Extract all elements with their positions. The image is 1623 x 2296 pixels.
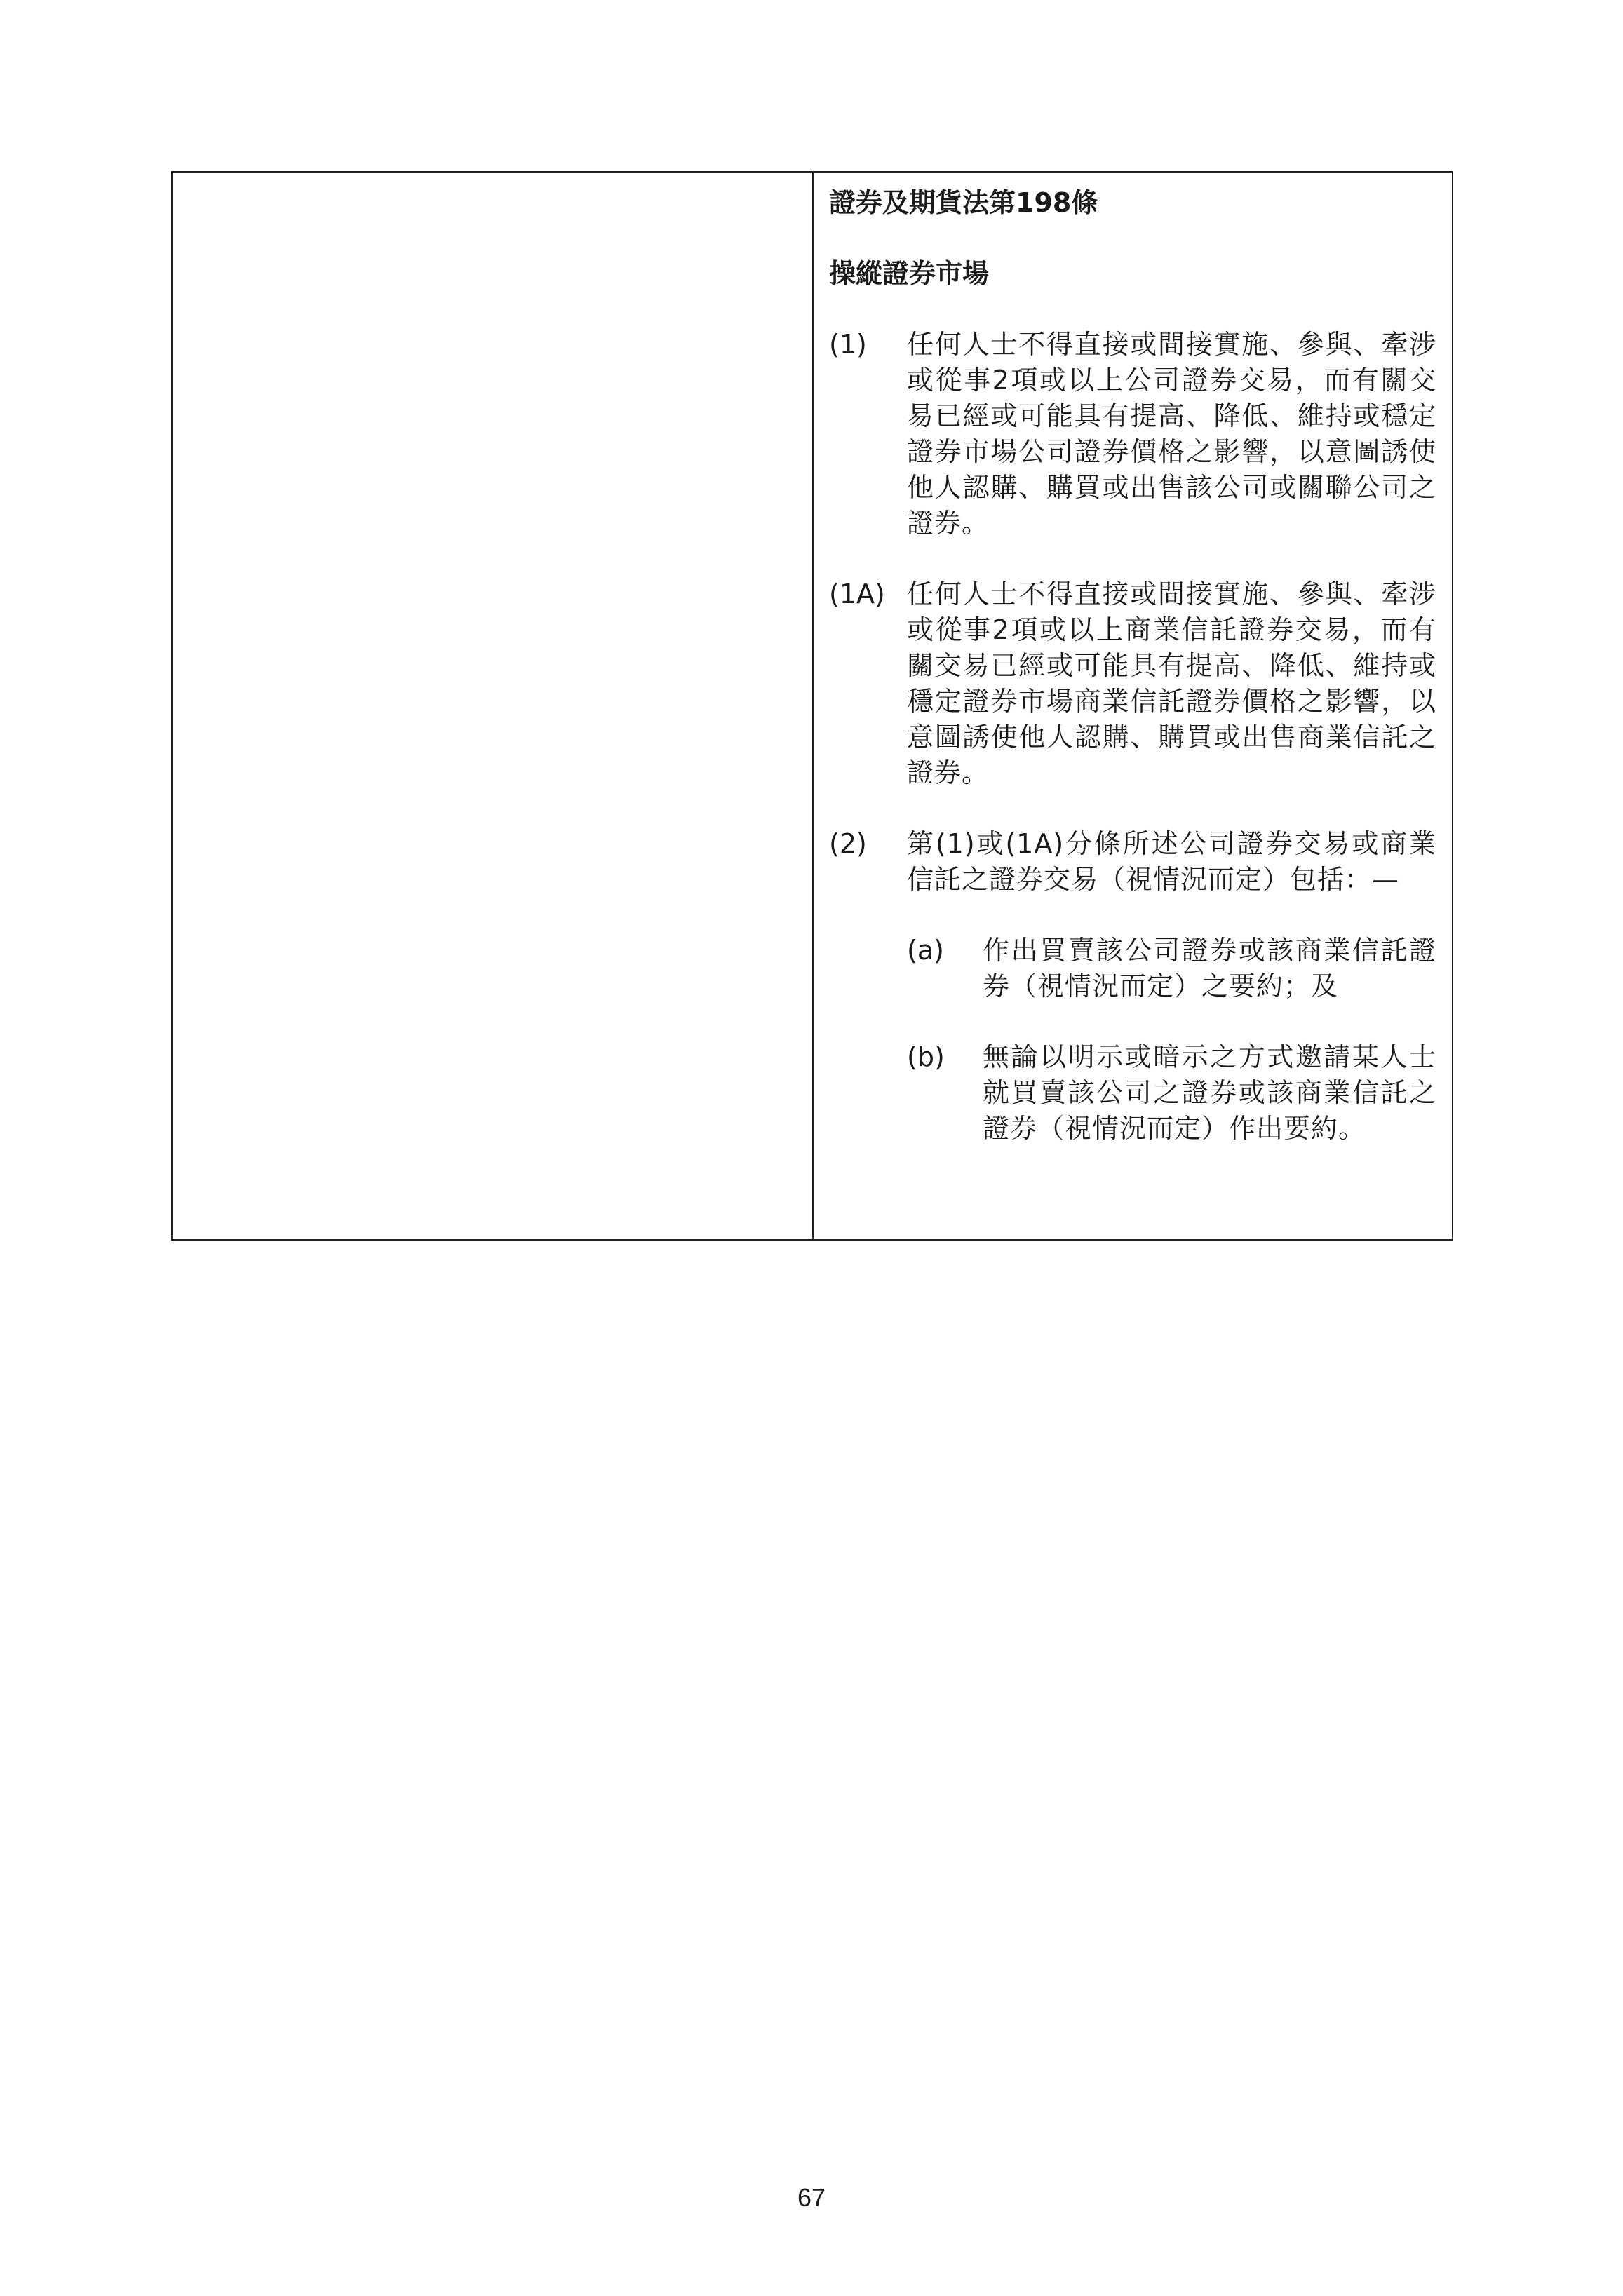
section-subtitle: 操縱證券市場	[829, 258, 990, 289]
clause-1a	[829, 576, 1436, 791]
table-right-column	[814, 173, 1452, 1239]
clause-text: 任何人士不得直接或間接實施、參與、牽涉或從事2項或以上商業信託證券交易，而有關交易已經或可能具有提高、降低、維持或穩定證券市場商業信託證券價格之影響，以意圖誘使他人認購、購買或出售商業信託之證券。	[907, 579, 1436, 788]
clause-2	[829, 826, 1436, 898]
subclause-number: (b)	[907, 1041, 945, 1072]
clause-text: 第(1)或(1A)分條所述公司證券交易或商業信託之證券交易（視情況而定）包括：—	[907, 828, 1436, 895]
subclause-number: (a)	[907, 935, 944, 966]
clause-text: 任何人士不得直接或間接實施、參與、牽涉或從事2項或以上公司證券交易，而有關交易已經或可能具有提高、降低、維持或穩定證券市場公司證券價格之影響，以意圖誘使他人認購、購買或出售該公司或關聯公司之證券。	[907, 329, 1436, 539]
clause-number: (1)	[829, 329, 867, 360]
clause-number: (2)	[829, 828, 867, 859]
page-number: 67	[797, 2183, 826, 2212]
subclause-a	[907, 933, 1436, 1004]
table-left-column	[173, 173, 814, 1239]
subclause-text: 無論以明示或暗示之方式邀請某人士就買賣該公司之證券或該商業信託之證券（視情況而定）作出要約。	[983, 1041, 1436, 1144]
legal-comparison-table	[171, 171, 1453, 1241]
subclause-b	[907, 1039, 1436, 1147]
clause-1	[829, 327, 1436, 541]
subclause-text: 作出買賣該公司證券或該商業信託證券（視情況而定）之要約；及	[983, 935, 1436, 1001]
section-title: 證券及期貨法第198條	[829, 187, 1098, 218]
clause-number: (1A)	[829, 579, 885, 609]
